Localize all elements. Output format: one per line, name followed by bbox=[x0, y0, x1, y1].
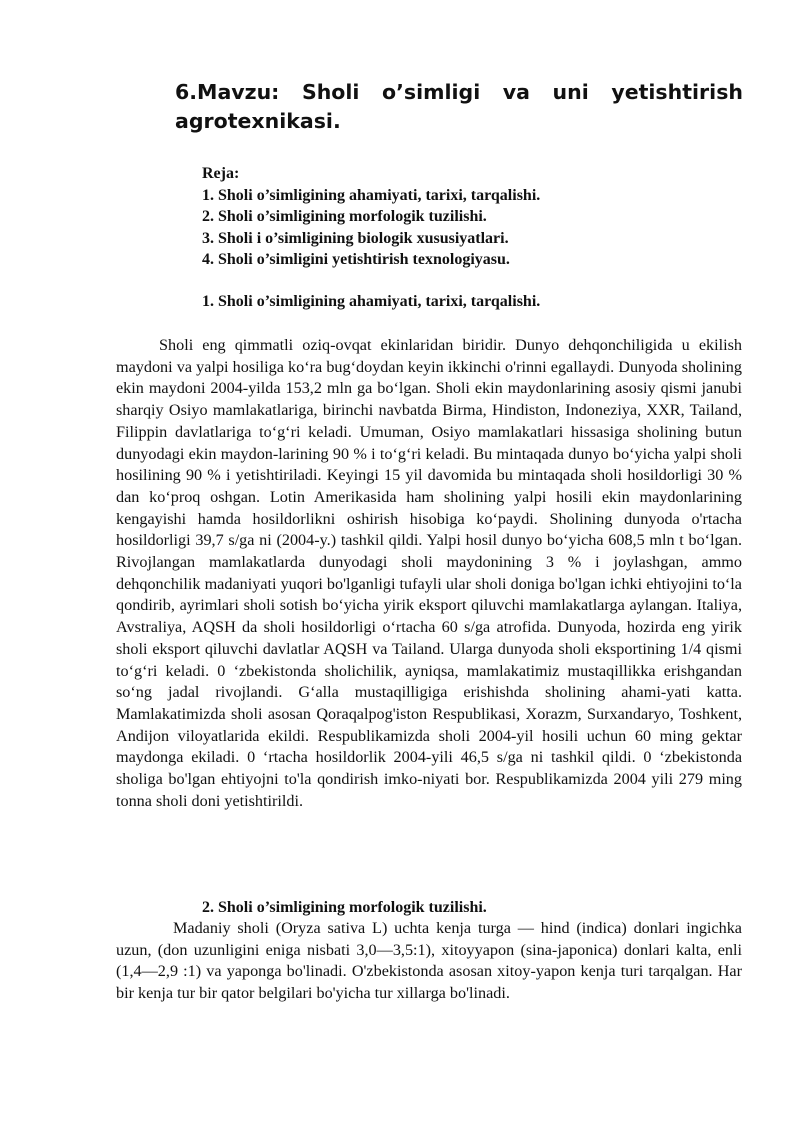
section-paragraph: Sholi eng qimmatli oziq-ovqat ekinlaridan biridir. Dunyo dehqonchiligida u ekilish maydoni va yalpi hosiliga ko‘ra bug‘doydan keyin ikkinchi o'rinni egallaydi. Dunyoda sholining ekin maydoni 2004-yilda 153,2 mln ga bo‘lgan. Sholi ekin maydonlarining asosiy qismi janubi sharqiy Osiyo mamlakatlariga, birinchi navbatda Birma, Hindiston, Indoneziya, XXR, Tailand, Filippin davlatlariga to‘g‘ri keladi. Umuman, Osiyo mamlakatlari hissasiga sholining butun dunyodagi ekin maydon-larining 90 % i to‘g‘ri keladi. Bu mintaqada dunyo bo‘yicha yalpi sholi hosilining 90 % i yetishtiriladi. Keyingi 15 yil davomida bu mintaqada sholi hosildorligi 30 % dan ko‘proq oshgan. Lotin Amerikasida ham sholining yalpi hosili ekin maydonlarining kengayishi hamda hosildorlikni oshirish hisobiga ko‘paydi. Sholining dunyoda o'rtacha hosildorligi 39,7 s/ga ni (2004-y.) tashkil qildi. Yalpi hosil dunyo bo‘yicha 608,5 mln t bo‘lgan. Rivojlangan mamlakatlarda dunyodagi sholi maydonining 3 % i joylashgan, ammo dehqonchilik madaniyati yuqori bo'lganligi tufayli ular sholi doniga bo'lgan ichki ehtiyojini to‘la qondirib, ayrimlari sholi sotish bo‘yicha yirik eksport qiluvchi mamlakatlarga aylangan. Italiya, Avstraliya, AQSH da sholi hosildorligi o‘rtacha 60 s/ga atrofida. Dunyoda, hozirda eng yirik sholi eksport qiluvchi davlatlar AQSH va Tailand. Ularga dunyoda sholi eksportining 1/4 qismi to‘g‘ri keladi. 0 ‘zbekistonda sholichilik, ayniqsa, mamlakatimiz mustaqillikka erishgandan so‘ng jadal rivojlandi. G‘alla mustaqilligiga erishishda sholining ahami-yati katta. Mamlakatimizda sholi asosan Qoraqalpog'iston Respublikasi, Xorazm, Surxandaryo, Toshkent, Andijon viloyatlarida ekildi. Respublikamizda sholi 2004-yil hosili uchun 60 ming gektar maydonga ekiladi. 0 ‘rtacha hosildorlik 2004-yili 46,5 s/ga ni tashkil qildi. 0 ‘zbekistonda sholiga bo'lgan ehtiyojni to'la qondirish imko-niyati bor. Respublikamizda 2004 yili 279 ming tonna sholi doni yetishtirildi. bbox=[116, 336, 742, 810]
plan-item: 1. Sholi o’simligining ahamiyati, tarixi, tarqalishi. bbox=[202, 186, 541, 204]
plan-heading: Reja: bbox=[202, 165, 240, 182]
plan-block bbox=[202, 163, 742, 271]
document-title: 6.Mavzu: Sholi o’simligi va uni yetishtirish agrotexnikasi. bbox=[175, 80, 743, 133]
section-paragraph: Madaniy sholi (Oryza sativa L) uchta kenja turga — hind (indica) donlari ingichka uzun, (don uzunligini eniga nisbati 3,0—3,5:1), xitoyyapon (sina-japonica) donlari kalta, enli (1,4—2,9 :1) va yaponga bo'linadi. O'zbekistonda asosan xitoy-yapon kenja turi tarqalgan. Har bir kenja tur bir qator belgilari bo'yicha tur xillarga bo'linadi. bbox=[116, 919, 742, 1003]
plan-item: 2. Sholi o’simligining morfologik tuzilishi. bbox=[202, 208, 487, 225]
section-heading: 1. Sholi o’simligining ahamiyati, tarixi, tarqalishi. bbox=[202, 293, 541, 310]
plan-item: 4. Sholi o’simligini yetishtirish texnologiyasu. bbox=[202, 251, 510, 268]
plan-item: 3. Sholi i o’simligining biologik xususiyatlari. bbox=[202, 229, 509, 247]
section-heading: 2. Sholi o’simligining morfologik tuzilishi. bbox=[202, 899, 487, 916]
